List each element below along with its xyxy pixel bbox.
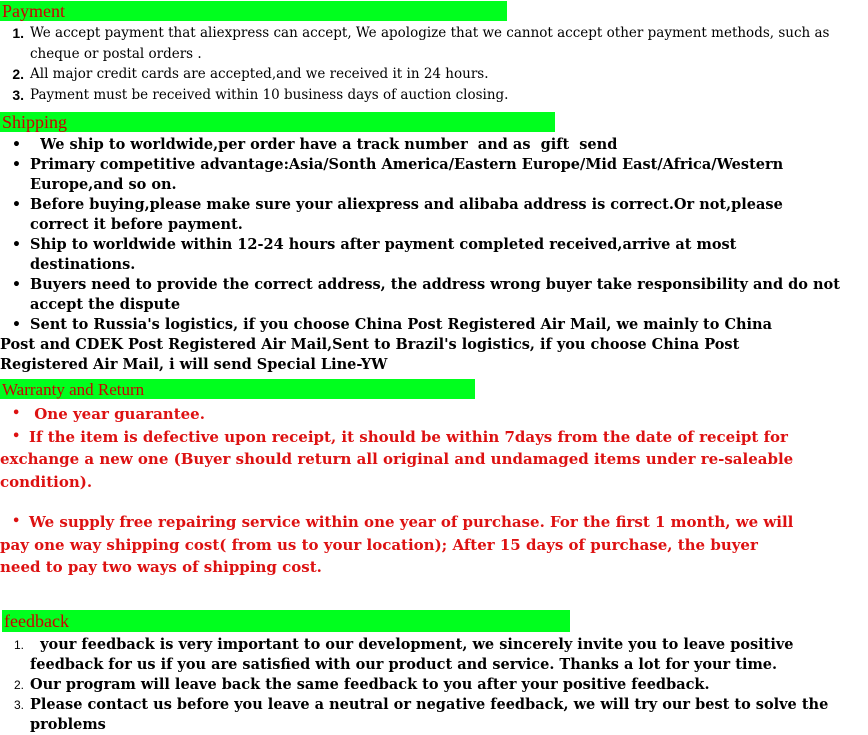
list-item	[0, 275, 868, 315]
list-item	[0, 195, 868, 235]
list-number: 2.	[13, 678, 24, 692]
list-item-text: Ship to worldwide within 12-24 hours after payment completed received,arrive at most destinations.	[30, 236, 737, 273]
list-item	[0, 635, 868, 675]
list-item-text: Sent to Russia's logistics, if you choose China Post Registered Air Mail, we mainly to China Post and CDEK Post Registered Air Mail,Sent to Brazil's logistics, if you choose China Post Registered Air Mail, i will send Special Line-YW	[0, 316, 772, 373]
list-item	[0, 235, 868, 275]
list-number: 2.	[12, 66, 24, 82]
list-item-text: One year guarantee.	[29, 405, 205, 423]
list-item-text: We supply free repairing service within one year of purchase. For the first 1 month, we will pay one way shipping cost( from us to your location); After 15 days of purchase, the buyer need to pay two ways of shipping cost.	[0, 513, 794, 576]
list-item	[0, 85, 868, 106]
list-item	[0, 675, 868, 695]
bullet-icon: •	[12, 137, 21, 153]
list-number: 3.	[12, 86, 24, 103]
list-item-text: We accept payment that aliexpress can accept, We apologize that we cannot accept other payment methods, such as cheque or postal orders .	[30, 25, 830, 62]
payment-list	[0, 23, 868, 105]
warranty-heading: Warranty and Return	[0, 379, 475, 399]
warranty-list	[0, 403, 868, 579]
list-number: 1.	[12, 25, 24, 41]
list-item-text: Our program will leave back the same feedback to you after your positive feedback.	[30, 676, 710, 693]
bullet-icon: •	[12, 514, 21, 529]
list-item-text: If the item is defective upon receipt, it should be within 7days from the date of receipt for exchange a new one (Buyer should return all original and undamaged items under re-saleable condition).	[0, 427, 794, 491]
list-item	[0, 315, 868, 375]
list-item	[0, 155, 868, 195]
list-item-text: your feedback is very important to our development, we sincerely invite you to leave positive feedback for us if you are satisfied with our product and service. Thanks a lot for your time.	[30, 636, 799, 673]
list-item	[0, 403, 868, 426]
list-item-text: We ship to worldwide,per order have a track number and as gift send	[30, 136, 618, 153]
feedback-heading: feedback	[2, 610, 570, 632]
list-item-text: Primary competitive advantage:Asia/Sonth America/Eastern Europe/Mid East/Africa/Western Europe,and so on.	[30, 156, 784, 193]
bullet-icon: •	[12, 197, 21, 213]
bullet-icon: •	[12, 157, 21, 173]
list-item-text: Please contact us before you leave a neutral or negative feedback, we will try our best to solve the problems	[30, 696, 829, 733]
list-item	[0, 135, 868, 155]
list-item-text: All major credit cards are accepted,and we received it in 24 hours.	[30, 66, 489, 82]
list-number: 3.	[13, 698, 24, 712]
list-item	[0, 64, 868, 85]
payment-heading: Payment	[0, 1, 507, 21]
list-item-text: Before buying,please make sure your aliexpress and alibaba address is correct.Or not,please correct it before payment.	[30, 196, 783, 233]
list-item	[0, 23, 868, 64]
shipping-list	[0, 135, 868, 375]
list-item-text: Payment must be received within 10 business days of auction closing.	[30, 86, 509, 103]
list-number: 1.	[13, 638, 24, 652]
shipping-heading: Shipping	[0, 112, 555, 132]
feedback-list	[0, 635, 868, 735]
bullet-icon: •	[12, 406, 21, 421]
bullet-icon: •	[12, 237, 21, 253]
bullet-icon: •	[12, 277, 21, 293]
list-item	[0, 426, 868, 494]
list-item-text: Buyers need to provide the correct address, the address wrong buyer take responsibility and do not accept the dispute	[30, 276, 840, 313]
bullet-icon: •	[12, 428, 21, 444]
bullet-icon: •	[12, 317, 21, 333]
list-item	[0, 511, 868, 579]
list-item	[0, 695, 868, 735]
